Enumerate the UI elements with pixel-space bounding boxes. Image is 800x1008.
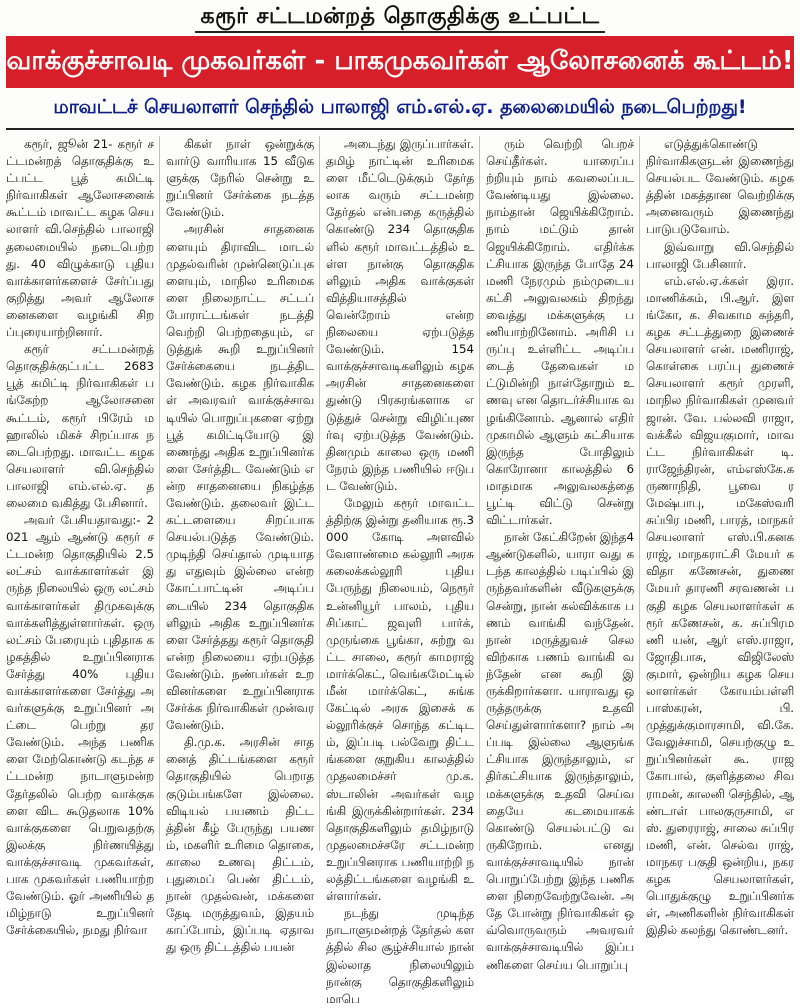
paragraph: நடந்து முடிந்த நாடாளுமன்றத் தேர்தல் களத்தில் சில சூழ்ச்சியால் நான் இல்லாத நிலையிலும் நான்கு தொகுதிகளிலும் மாபெ [326,906,474,1006]
column-3 [326,136,480,1006]
paragraph: அடைந்து இருப்பார்கள். தமிழ் நாட்டின் உரிமைகளை மீட்டெடுக்கும் தேர்தலாக வரும் சட்டமன்ற தேர்தல் என்பதை கருத்தில் கொண்டு 234 தொகுதிகளில் கரூர் மாவட்டத்தில் உள்ள நான்கு தொகுதிகளிலும் அதிக வாக்குகள் வித்தியாசத்தில் வென்றோம் என்ற நிலையை ஏற்படுத்த வேண்டும். 154 வாக்குச்சாவடிகளிலும் கழக அரசின் சாதனைகளை துண்டு பிரசுரங்களாக எடுத்துச் சென்று விழிப்புணர்வு ஏற்படுத்த வேண்டும். தினமும் காலை ஒரு மணி நேரம் இந்த பணியில் ஈடுபட வேண்டும். [326,137,474,493]
column-4 [486,136,640,972]
column-5 [646,136,794,938]
paragraph: கரூர் சட்டமன்றத் தொகுதிக்குட்பட்ட 2683 பூத் கமிட்டி நிர்வாகிகள் பங்கேற்ற ஆலோசனை கூட்டம், கரூர் பிரேம் மஹாலில் மிகச் சிறப்பாக நடைபெற்றது. மாவட்ட கழக செயலாளர் வி.செந்தில் பாலாஜி எம்.எல்.ஏ. தலைமை வகித்து பேசினார். [6,342,154,510]
kicker-row [0,0,800,36]
paragraph: எம்.எல்.ஏ.க்கள் இரா. மாணிக்கம், பி.ஆர். இளங்கோ, க. சிவகாம சுந்தரி, கழக சட்டத்துறை இணைச் செயலாளர் என். மணிராஜ், கொள்கை பரப்பு துணைச் செயலாளர் கரூர் முரளி, மாநில நிர்வாகிகள் முனவர் ஜான். வே. பல்லவி ராஜா, வக்கீல் விஜயகுமார், மாவட்ட நிர்வாகிகள் டி.ராஜேந்திரன், எம்எஸ்கே.கருணாநிதி, பூவை ரமேஷ்பாபு, மகேஸ்வரி சுப்பிர மணி, பாரத், மாநகர் செயலாளர் எஸ்.பி.கனகராஜ், மாநகராட்சி மேயர் கவிதா கணேசன், துணை மேயர் தாரணி சரவணன் பகுதி கழக செயலாளர்கள் கரூர் கணேசன், க. சுப்பிரமணி யன், ஆர் எஸ்.ராஜா, ஜோதிபாசு, விஜிலேஸ் குமார், ஒன்றிய கழக செயலாளர்கள் கோயம்பள்ளி பாஸ்கரன், பி. முத்துக்குமாரசாமி, வி.கே.வேலுச்சாமி, செயற்குழு உறுப்பினர்கள் கூ. ராஜகோபால், குளித்தலை சிவராமன், காலனி செந்தில், ஆண்டாள் பாலகுருசாமி, எஸ். துரைராஜ், சாலை சுப்பிரமணி, என். செல்வ ராஜ், மாநகர பகுதி ஒன்றிய, நகர கழக செயலாளர்கள், பொதுக்குழு உறுப்பினர்கள், அணிகளின் நிர்வாகிகள் இதில் கலந்து கொண்டனர். [646,273,794,938]
paragraph: அவர் பேசியதாவது:- 2021 ஆம் ஆண்டு கரூர் சட்டமன்ற தொகுதியில் 2.5 லட்சம் வாக்காளர்கள் இருந்த நிலையில் ஒரு லட்சம் வாக்காளர்கள் திமுகவுக்கு வாக்களித்துள்ளார்கள். ஒரு லட்சம் பேரையும் புதிதாக கழகத்தில் உறுப்பினராக சேர்த்து 40% புதிய வாக்காளர்களை சேர்த்து அவர்களுக்கு உறுப்பினர் அட்டை பெற்று தர வேண்டும். அந்த பணிகளை மேற்கொண்டு கடந்த சட்டமன்ற நாடாளுமன்ற தேர்தலில் பெற்ற வாக்குகளை விட கூடுதலாக 10% வாக்குகளை பெறுவதற்கு இலக்கு நிர்ணயித்து வாக்குச்சாவடி முகவர்கள், பாக முகவர்கள் பணியாற்ற வேண்டும். ஓர் அணியில் தமிழ்நாடு உறுப்பினர் சேர்க்கையில், நமது நிர்வா [6,513,154,938]
paragraph: நான் கேட்கிறேன் இந்த4 ஆண்டுகளில், யாரா வது கடந்த காலத்தில் படிப்பில் இருந்தவர்களின் வீடுகளுக்கு சென்று, நான் கல்விக்காக பணம் வாங்கி வந்தேன். நான் மருத்துவச் செலவிற்காக பணம் வாங்கி வந்தேன் என கூறி இருக்கிறார்களா. யாராவது ஒருத்தருக்கு உதவி செய்துள்ளார்களா? நாம் அப்படி இல்லை ஆளுங்கட்சியாக இருந்தாலும், எதிர்கட்சியாக இருந்தாலும், மக்களுக்கு உதவி செய்வதையே கடமையாகக் கொண்டு செயல்பட்டு வருகிறோம். எனது வாக்குச்சாவடியில் நான் பொறுப்பேற்று இந்த பணிகளை நிறைவேற்றுவேன். அதே போன்று நிர்வாகிகள் ஒவ்வொருவரும் அவரவர் வாக்குச்சாவடியில் இப்பணிகளை செய்ய பொறுப்பு [486,530,634,972]
paragraph: ரும் வெற்றி பெறச் செய்தீர்கள். யாரைப்பற்றியும் நாம் கவலைப்பட வேண்டியது இல்லை. நாம்தான் ஜெயிக்கிறோம். நாம் மட்டும் தான் ஜெயிக்கிறோம். எதிர்க்கட்சியாக இருந்த போதே 24 மணி நேரமும் நம்முடைய கட்சி அலுவலகம் திறந்து வைத்து மக்களுக்கு பணியாற்றினோம். அரிசி பருப்பு உள்ளிட்ட அடிப்படைத் தேவைகள் மட்டுமின்றி நாள்தோறும் உணவு என தொடர்ச்சியாக வழங்கினோம். ஆனால் எதிர் முகாமில் ஆளும் கட்சியாக இருந்த போதிலும் கொரோனா காலத்தில் 6 மாதமாக அலுவலகத்தை பூட்டி விட்டு சென்று விட்டார்கள். [486,137,634,528]
article-body [6,136,794,1006]
paragraph: தி.மு.க. அரசின் சாதனைத் திட்டங்களை கரூர் தொகுதியில் பெறாத குடும்பங்களே இல்லை. விடியல் பயணம் திட்டத்தின் கீழ் பேருந்து பயணம், மகளிர் உரிமை தொகை, காலை உணவு திட்டம், புதுமைப் பெண் திட்டம், நான் முதல்வன், மக்களை தேடி மருத்துவம், இதயம் காப்போம், இப்படி ஏதாவது ஒரு திட்டத்தில் பயன் [166,735,314,955]
paragraph: கிகள் நாள் ஒன்றுக்கு வார்டு வாரியாக 15 வீடுகளுக்கு நேரில் சென்று உறுப்பினர் சேர்க்கை நடத்த வேண்டும். [166,137,314,220]
paragraph: மேலும் கரூர் மாவட்டத்திற்கு இன்று தனியாக ரூ.3000 கோடி அளவில் வேளாண்மை கல்லூரி அரசு கலைக்கல்லூரி புதிய பேருந்து நிலையம், நெரூர் உன்னியூர் பாலம், புதிய சிப்காட் ஜவுளி பார்க், முருங்கை பூங்கா, சுற்று வட்ட சாலை, கரூர் காமராஜ் மார்க்கெட், வெங்கமேட்டில் மீன் மார்க்கெட், சுங்க கேட்டில் அரசு இசைக் கல்லூரிக்குச் சொந்த கட்டிடம், இப்படி பல்வேறு திட்டங்களை குறுகிய காலத்தில் முதலமைச்சர் மு.க.ஸ்டாலின் அவர்கள் வழங்கி இருக்கின்றார்கள். 234 தொகுதிகளிலும் தமிழ்நாடு முதலமைச்சரே சட்டமன்ற உறுப்பினராக பணியாற்றி நலத்திட்டங்களை வழங்கி உள்ளார்கள். [326,495,474,904]
paragraph: அரசின் சாதனைகளையும் திராவிட மாடல் முதல்வரின் முன்னெடுப்புகளையும், மாநில உரிமைகளை நிலைநாட்ட சட்டப் போராட்டங்கள் நடத்தி வெற்றி பெற்றதையும், எடுத்துக் கூறி உறுப்பினர் சேர்க்கையை நடத்திட வேண்டும். கழக நிர்வாகிகள் அவரவர் வாக்குச்சாவடியில் பொறுப்புகளை ஏற்று பூத் கமிட்டியோடு இணைந்து அதிக உறுப்பினர்களை சேர்த்திட வேண்டும் என்ற சாதனையை நிகழ்த்த வேண்டும். தலைவர் இட்ட கட்டளையை சிறப்பாக செயல்படுத்த வேண்டும். முடிந்தி செய்தால் முடியாதது எதுவும் இல்லை என்ற கோட்பாட்டின் அடிப்படையில் 234 தொகுதிகளிலும் அதிக உறுப்பினர்களை சேர்த்தது கரூர் தொகுதி என்ற நிலையை ஏற்படுத்த வேண்டும். நண்பர்கள் உறவினர்களை உறுப்பினராக சேர்க்க நிர்வாகிகள் முன்வர வேண்டும். [166,222,314,733]
headline: வாக்குச்சாவடி முகவர்கள் - பாகமுகவர்கள் ஆலோசனைக் கூட்டம்! [6,36,794,88]
paragraph: இவ்வாறு வி.செந்தில் பாலாஜி பேசினார். [646,239,794,271]
column-2 [166,136,320,955]
paragraph: எடுத்துக்கொண்டு நிர்வாகிகளுடன் இணைந்து செயல்பட வேண்டும். கழகத்தின் மகத்தான வெற்றிக்கு அனைவரும் இணைந்து பாடுபடுவோம். [646,137,794,237]
kicker: கரூர் சட்டமன்றத் தொகுதிக்கு உட்பட்ட [195,3,606,33]
divider [6,128,794,130]
subheadline: மாவட்டச் செயலாளர் செந்தில் பாலாஜி எம்.எல்.ஏ. தலைமையில் நடைபெற்றது! [53,95,747,118]
paragraph: கரூர், ஜூன் 21- கரூர் சட்டமன்றத் தொகுதிக்கு உட்பட்ட பூத் கமிட்டி நிர்வாகிகள் ஆலோசனைக் கூட்டம் மாவட்ட கழக செயலாளர் வி.செந்தில் பாலாஜி தலைமையில் நடைபெற்றது. 40 விழுக்காடு புதிய வாக்காளர்களைச் சேர்ப்பது குறித்து அவர் ஆலோசனைகளை வழங்கி சிறப்புரையாற்றினார். [6,137,154,340]
column-1 [6,136,160,938]
